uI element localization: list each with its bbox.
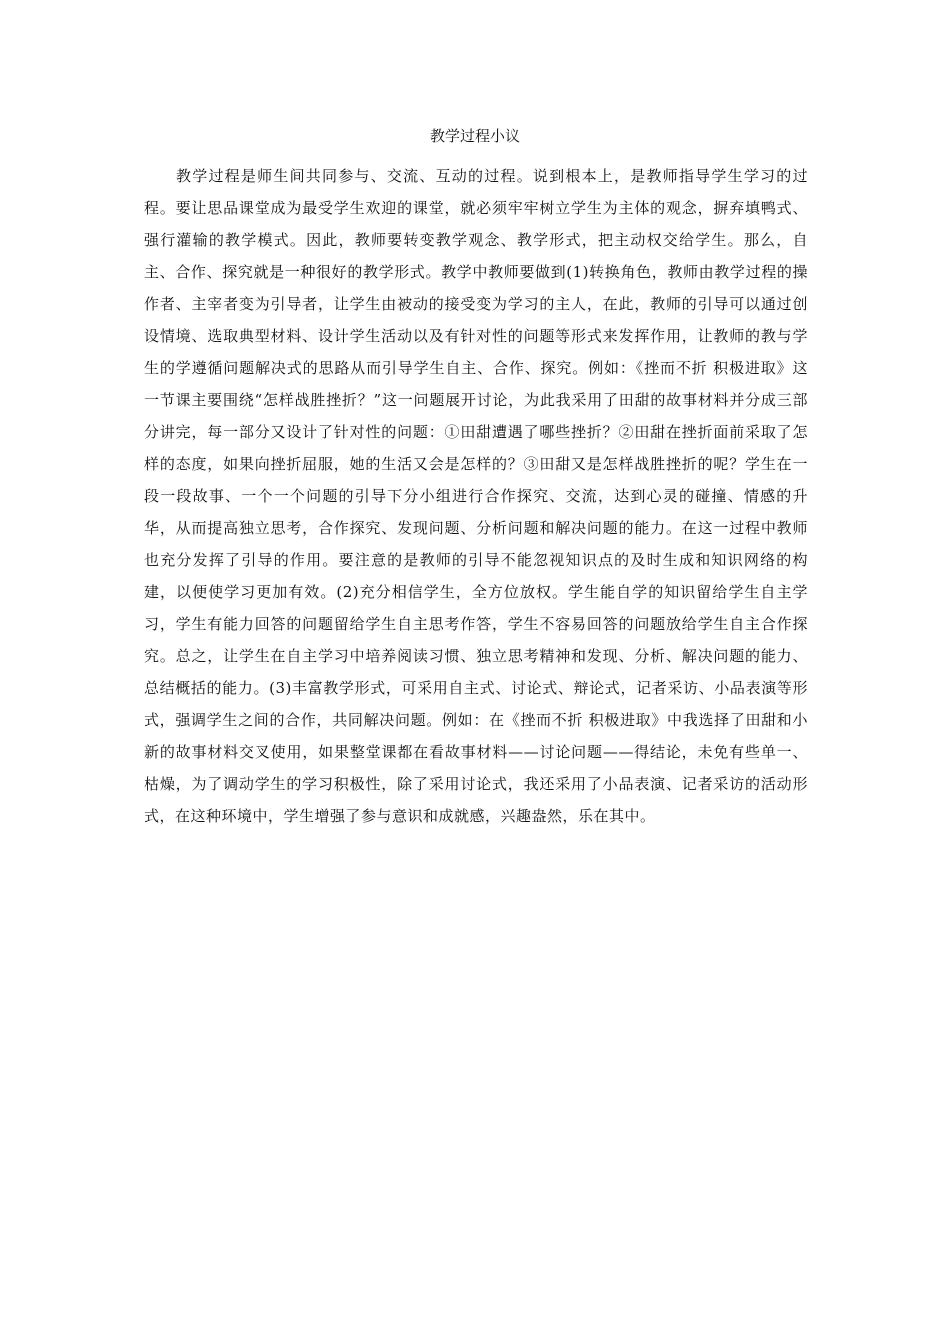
document-title: 教学过程小议 [429,127,520,145]
document-body-paragraph: 教学过程是师生间共同参与、交流、互动的过程。说到根本上，是教师指导学生学习的过程。要让思品课堂成为最受学生欢迎的课堂，就必须牢牢树立学生为主体的观念，摒弃填鸭式、强行灌输的教学模式。因此，教师要转变教学观念、教学形式，把主动权交给学生。那么，自主、合作、探究就是一种很好的教学形式。教学中教师要做到(1)转换角色，教师由教学过程的操作者、主宰者变为引导者，让学生由被动的接受变为学习的主人，在此，教师的引导可以通过创设情境、选取典型材料、设计学生活动以及有针对性的问题等形式来发挥作用，让教师的教与学生的学遵循问题解决式的思路从而引导学生自主、合作、探究。例如：《挫而不折 积极进取》这一节课主要围绕“怎样战胜挫折？”这一问题展开讨论，为此我采用了田甜的故事材料并分成三部分讲完，每一部分又设计了针对性的问题：①田甜遭遇了哪些挫折？②田甜在挫折面前采取了怎样的态度，如果向挫折屈服，她的生活又会是怎样的？③田甜又是怎样战胜挫折的呢？学生在一段一段故事、一个一个问题的引导下分小组进行合作探究、交流，达到心灵的碰撞、情感的升华，从而提高独立思考，合作探究、发现问题、分析问题和解决问题的能力。在这一过程中教师也充分发挥了引导的作用。要注意的是教师的引导不能忽视知识点的及时生成和知识网络的构建，以便使学习更加有效。(2)充分相信学生，全方位放权。学生能自学的知识留给学生自主学习，学生有能力回答的问题留给学生自主思考作答，学生不容易回答的问题放给学生自主合作探究。总之，让学生在自主学习中培养阅读习惯、独立思考精神和发现、分析、解决问题的能力、总结概括的能力。(3)丰富教学形式，可采用自主式、讨论式、辩论式，记者采访、小品表演等形式，强调学生之间的合作，共同解决问题。例如：在《挫而不折 积极进取》中我选择了田甜和小新的故事材料交叉使用，如果整堂课都在看故事材料——讨论问题——得结论，未免有些单一、枯燥，为了调动学生的学习积极性，除了采用讨论式，我还采用了小品表演、记者采访的活动形式，在这种环境中，学生增强了参与意识和成就感，兴趣盎然，乐在其中。 [144,167,808,825]
